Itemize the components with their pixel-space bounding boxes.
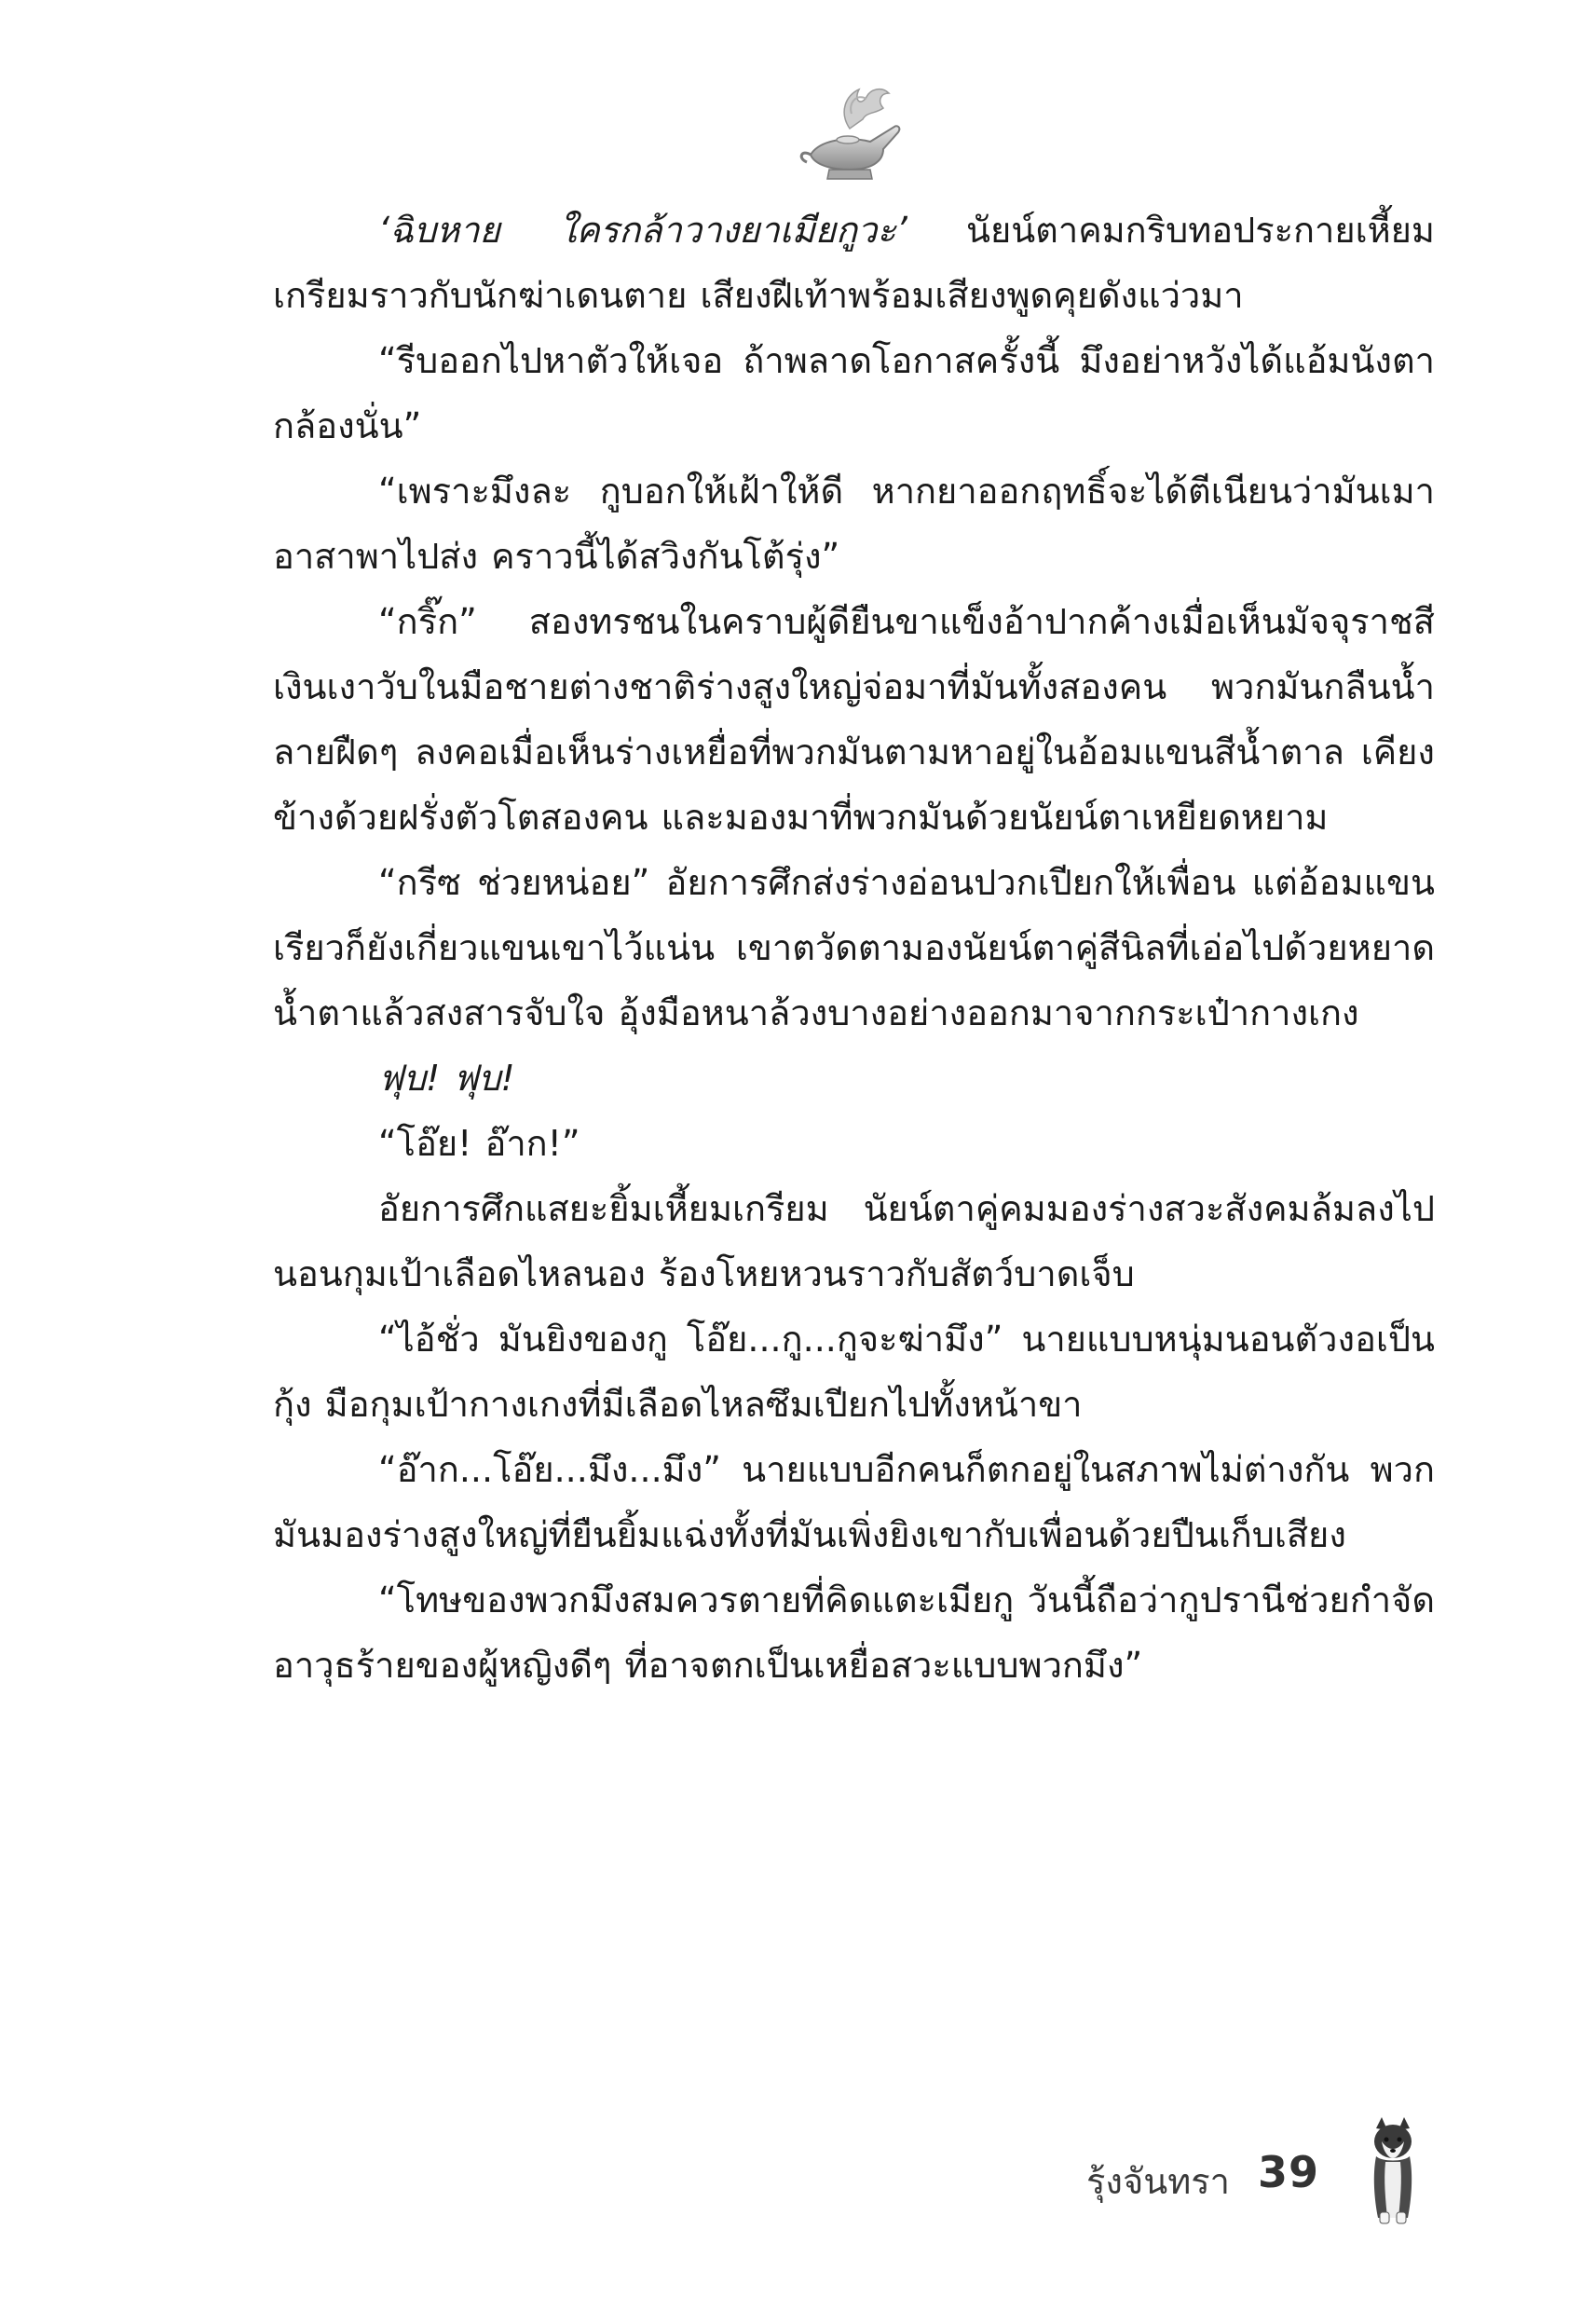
paragraph-8: อัยการศึกแสยะยิ้มเหี้ยมเกรียม นัยน์ตาคู่คมมองร่างสวะสังคมล้มลงไปนอนกุมเป้าเลือดไหลนอง ร้องโหยหวนราวกับสัตว์บาดเจ็บ bbox=[273, 1188, 1435, 1294]
paragraph-1-rest: นัยน์ตาคมกริบทอประกายเหี้ยมเกรียมราวกับนักฆ่าเดนตาย เสียงฝีเท้าพร้อมเสียงพูดคุยดังแว่วมา bbox=[273, 210, 1435, 316]
paragraph-9: “ไอ้ชั่ว มันยิงของกู โอ๊ย...กู...กูจะฆ่ามึง” นายแบบหนุ่มนอนตัวงอเป็นกุ้ง มือกุมเป้ากางเกงที่มีเลือดไหลซึมเปียกไปทั้งหน้าขา bbox=[273, 1319, 1435, 1425]
body-text bbox=[273, 198, 1435, 1698]
paragraph-10: “อ๊าก...โอ๊ย...มึง...มึง” นายแบบอีกคนก็ตกอยู่ในสภาพไม่ต่างกัน พวกมันมองร่างสูงใหญ่ที่ยืนยิ้มแฉ่งทั้งที่มันเพิ่งยิงเขากับเพื่อนด้วยปืนเก็บเสียง bbox=[273, 1449, 1435, 1555]
paragraph-1-thought: ‘ฉิบหาย ใครกล้าวางยาเมียกูวะ’ bbox=[378, 210, 907, 251]
page-footer bbox=[1071, 2115, 1444, 2227]
paragraph-11: “โทษของพวกมึงสมควรตายที่คิดแตะเมียกู วันนี้ถือว่ากูปรานีช่วยกำจัดอาวุธร้ายของผู้หญิงดีๆ ที่อาจตกเป็นเหยื่อสวะแบบพวกมึง” bbox=[273, 1579, 1435, 1686]
paragraph-6-sound-effect: ฟุบ! ฟุบ! bbox=[378, 1058, 515, 1099]
paragraph-5: “กรีซ ช่วยหน่อย” อัยการศึกส่งร่างอ่อนปวกเปียกให้เพื่อน แต่อ้อมแขนเรียวก็ยังเกี่ยวแขนเขาไว้แน่น เขาตวัดตามองนัยน์ตาคู่สีนิลที่เอ่อไปด้วยหยาดน้ำตาแล้วสงสารจับใจ อุ้งมือหนาล้วงบางอย่างออกมาจากกระเป๋ากางเกง bbox=[273, 862, 1435, 1033]
paragraph-1 bbox=[273, 198, 1435, 328]
paragraph-2: “รีบออกไปหาตัวให้เจอ ถ้าพลาดโอกาสครั้งนี้ มึงอย่าหวังได้แอ้มนังตากล้องนั่น” bbox=[273, 340, 1435, 446]
paragraph-7: “โอ๊ย! อ๊าก!” bbox=[378, 1123, 580, 1164]
book-title: รุ้งจันทรา bbox=[1086, 2161, 1231, 2202]
paragraph-4: “กริ๊ก” สองทรชนในคราบผู้ดียืนขาแข็งอ้าปากค้างเมื่อเห็นมัจจุราชสีเงินเงาวับในมือชายต่างชาติร่างสูงใหญ่จ่อมาที่มันทั้งสองคน พวกมันกลืนน้ำลายฝืดๆ ลงคอเมื่อเห็นร่างเหยื่อที่พวกมันตามหาอยู่ในอ้อมแขนสีน้ำตาล เคียงข้างด้วยฝรั่งตัวโตสองคน และมองมาที่พวกมันด้วยนัยน์ตาเหยียดหยาม bbox=[273, 601, 1435, 838]
paragraph-3: “เพราะมึงละ กูบอกให้เฝ้าให้ดี หากยาออกฤทธิ์จะได้ตีเนียนว่ามันเมา อาสาพาไปส่ง คราวนี้ได้สวิงกันโต้รุ่ง” bbox=[273, 471, 1435, 577]
genie-lamp-icon bbox=[792, 65, 922, 196]
husky-dog-icon bbox=[1356, 2115, 1430, 2227]
page-number: 39 bbox=[1258, 2147, 1320, 2197]
